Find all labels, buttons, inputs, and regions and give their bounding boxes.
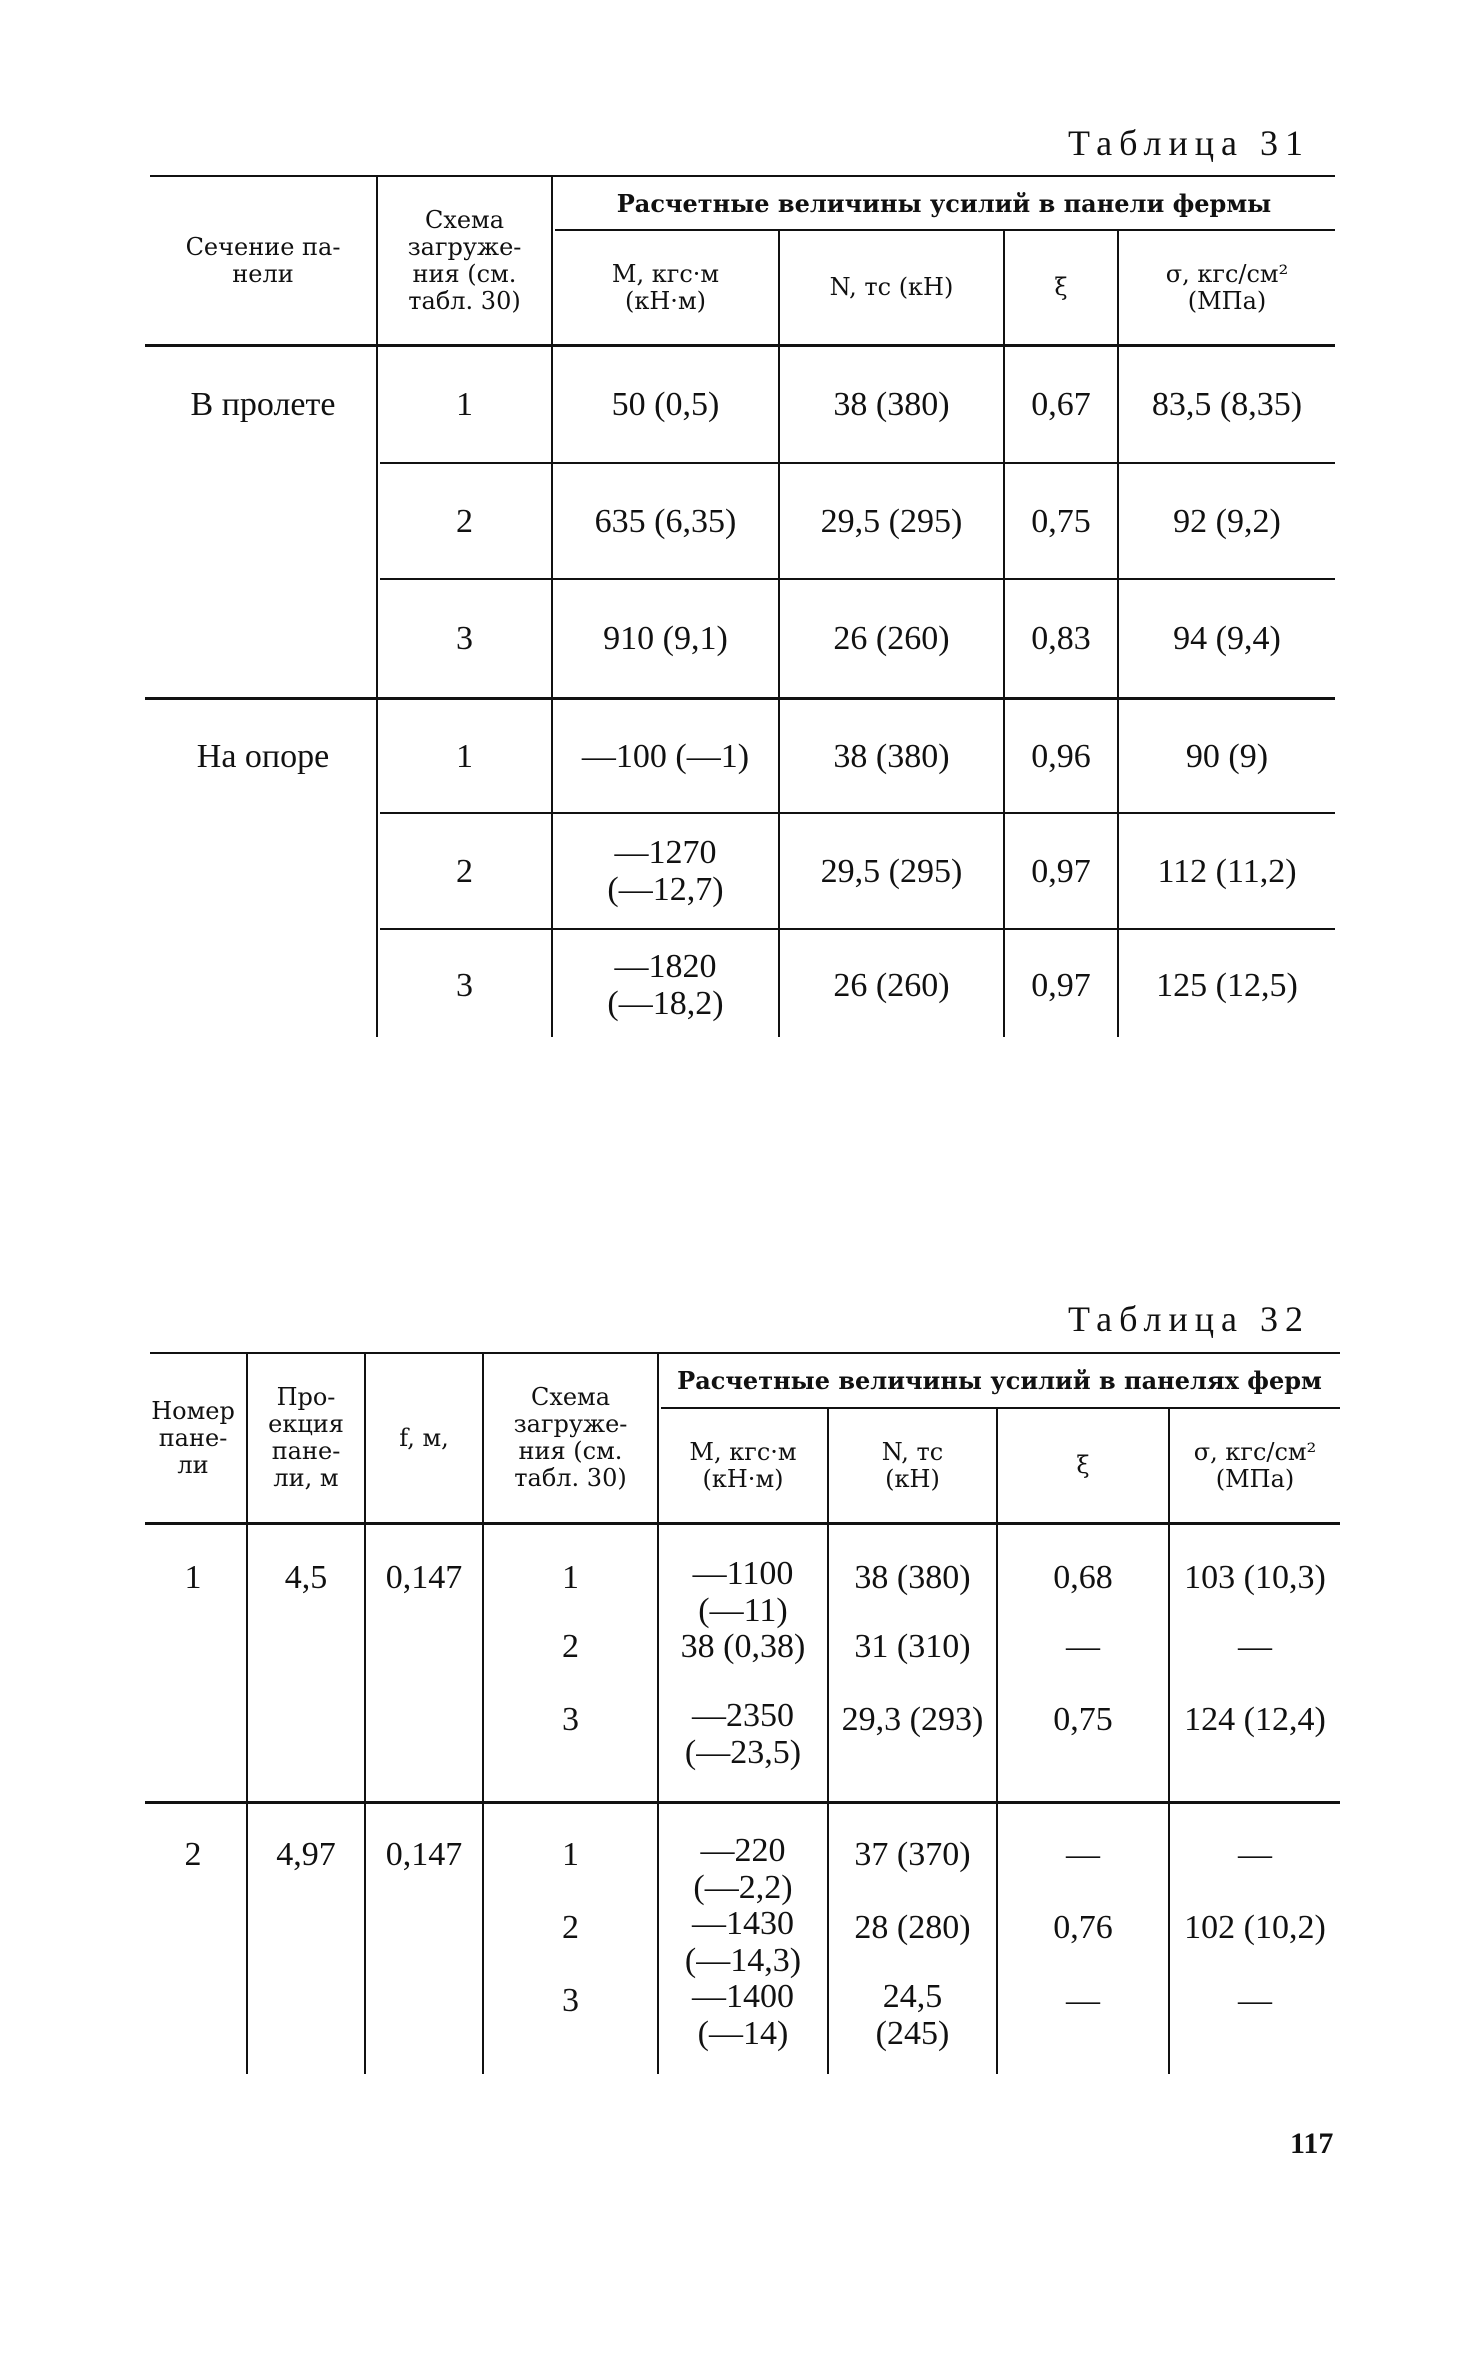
- page-number: 117: [1290, 2127, 1334, 2160]
- t31-scheme: 3: [456, 966, 473, 1004]
- t31-m: 635 (6,35): [594, 502, 737, 540]
- t31-head-group: Расчетные величины усилий в панели фермы: [616, 188, 1272, 218]
- t32-scheme: 3: [562, 1981, 579, 2019]
- t31-n: 29,5 (295): [820, 502, 963, 540]
- t31-xi: 0,96: [1031, 737, 1091, 775]
- t32-f: 0,147: [385, 1835, 463, 1873]
- t32-n: 29,3 (293): [841, 1700, 984, 1738]
- table32-title: Таблица 32: [1068, 1299, 1310, 1339]
- t32-m: —1100 (—11): [692, 1555, 794, 1629]
- t31-section-span: В пролете: [190, 386, 336, 423]
- table31-title: Таблица 31: [1068, 123, 1310, 163]
- t32-n: 24,5 (245): [875, 1978, 950, 2052]
- t32-projection: 4,97: [276, 1835, 336, 1873]
- t32-sigma: —: [1238, 1627, 1272, 1665]
- t32-scheme: 2: [562, 1627, 579, 1665]
- t32-head-scheme: Схема загруже- ния (см. табл. 30): [513, 1383, 628, 1492]
- t32-panel-rule: [145, 1801, 1340, 1804]
- t32-scheme: 3: [562, 1700, 579, 1738]
- t32-header-rule: [145, 1522, 1340, 1525]
- t32-m: —220 (—2,2): [693, 1832, 793, 1906]
- t31-xi: 0,67: [1031, 386, 1091, 423]
- t31-scheme: 2: [456, 852, 473, 890]
- t31-head-n: N, тс (кН): [829, 273, 954, 301]
- t31-xi: 0,97: [1031, 966, 1091, 1004]
- t32-projection: 4,5: [284, 1558, 328, 1596]
- t32-n: 38 (380): [854, 1558, 971, 1596]
- t31-sigma: 112 (11,2): [1157, 852, 1297, 890]
- t31-head-m: М, кгс·м (кН·м): [611, 259, 720, 315]
- t31-n: 38 (380): [833, 386, 950, 423]
- t32-head-projection: Про- екция пане- ли, м: [268, 1383, 344, 1492]
- t31-n: 29,5 (295): [820, 852, 963, 890]
- t31-head-xi: ξ: [1054, 273, 1068, 301]
- t32-head-n: N, тс (кН): [881, 1437, 944, 1493]
- t31-sigma: 92 (9,2): [1173, 502, 1281, 540]
- t31-head-sigma: σ, кгс/см² (МПа): [1165, 259, 1289, 315]
- t32-f: 0,147: [385, 1558, 463, 1596]
- t32-n: 28 (280): [854, 1908, 971, 1946]
- t31-scheme: 2: [456, 502, 473, 540]
- t32-head-panel: Номер пане- ли: [151, 1396, 235, 1479]
- t32-head-xi: ξ: [1076, 1451, 1090, 1479]
- t32-xi: —: [1066, 1835, 1100, 1873]
- t31-m: —1270 (—12,7): [607, 834, 724, 908]
- t31-head-section: Сечение па- нели: [185, 232, 341, 288]
- t31-m: —1820 (—18,2): [607, 948, 724, 1022]
- t31-xi: 0,75: [1031, 502, 1091, 540]
- t32-xi: —: [1066, 1627, 1100, 1665]
- t32-m: —1400 (—14): [692, 1978, 794, 2052]
- t32-n: 31 (310): [854, 1627, 971, 1665]
- t31-xi: 0,97: [1031, 852, 1091, 890]
- t31-sigma: 94 (9,4): [1173, 620, 1281, 657]
- t32-head-group: Расчетные величины усилий в панелях ферм: [677, 1366, 1322, 1395]
- t31-sigma: 83,5 (8,35): [1151, 386, 1303, 423]
- t32-xi: 0,76: [1053, 1908, 1113, 1946]
- t32-panel-number: 2: [184, 1835, 202, 1873]
- t31-m: —100 (—1): [581, 737, 750, 775]
- t32-sigma: 102 (10,2): [1184, 1908, 1326, 1946]
- t31-xi: 0,83: [1031, 620, 1091, 657]
- t31-scheme: 3: [456, 620, 473, 657]
- t32-scheme: 2: [562, 1908, 579, 1946]
- t32-sigma: 103 (10,3): [1184, 1558, 1326, 1596]
- t31-head-scheme: Схема загруже- ния (см. табл. 30): [407, 205, 522, 315]
- t32-xi: —: [1066, 1981, 1100, 2019]
- t31-n: 38 (380): [833, 737, 950, 775]
- t32-n: 37 (370): [854, 1835, 971, 1873]
- t31-sigma: 90 (9): [1185, 737, 1269, 775]
- t31-m: 50 (0,5): [611, 386, 720, 423]
- t32-m: —1430 (—14,3): [684, 1905, 802, 1979]
- t32-scheme: 1: [562, 1558, 579, 1596]
- t31-sigma: 125 (12,5): [1156, 966, 1298, 1004]
- t32-head-f: f, м,: [399, 1423, 449, 1452]
- t31-m: 910 (9,1): [603, 620, 728, 657]
- t32-m: —2350 (—23,5): [684, 1697, 802, 1771]
- t31-scheme: 1: [456, 737, 473, 775]
- t32-xi: 0,75: [1053, 1700, 1113, 1738]
- t31-section-support: На опоре: [196, 737, 330, 775]
- t32-sigma: 124 (12,4): [1184, 1700, 1326, 1738]
- t31-n: 26 (260): [833, 966, 950, 1004]
- t32-xi: 0,68: [1053, 1558, 1113, 1596]
- t32-scheme: 1: [562, 1835, 579, 1873]
- t32-sigma: —: [1238, 1981, 1272, 2019]
- t31-scheme: 1: [456, 386, 473, 423]
- t31-n: 26 (260): [833, 620, 950, 657]
- t32-sigma: —: [1238, 1835, 1272, 1873]
- t32-head-m: М, кгс·м (кН·м): [689, 1437, 797, 1493]
- t32-head-sigma: σ, кгс/см² (МПа): [1193, 1437, 1317, 1493]
- t32-m: 38 (0,38): [680, 1627, 806, 1665]
- t32-panel-number: 1: [184, 1558, 202, 1596]
